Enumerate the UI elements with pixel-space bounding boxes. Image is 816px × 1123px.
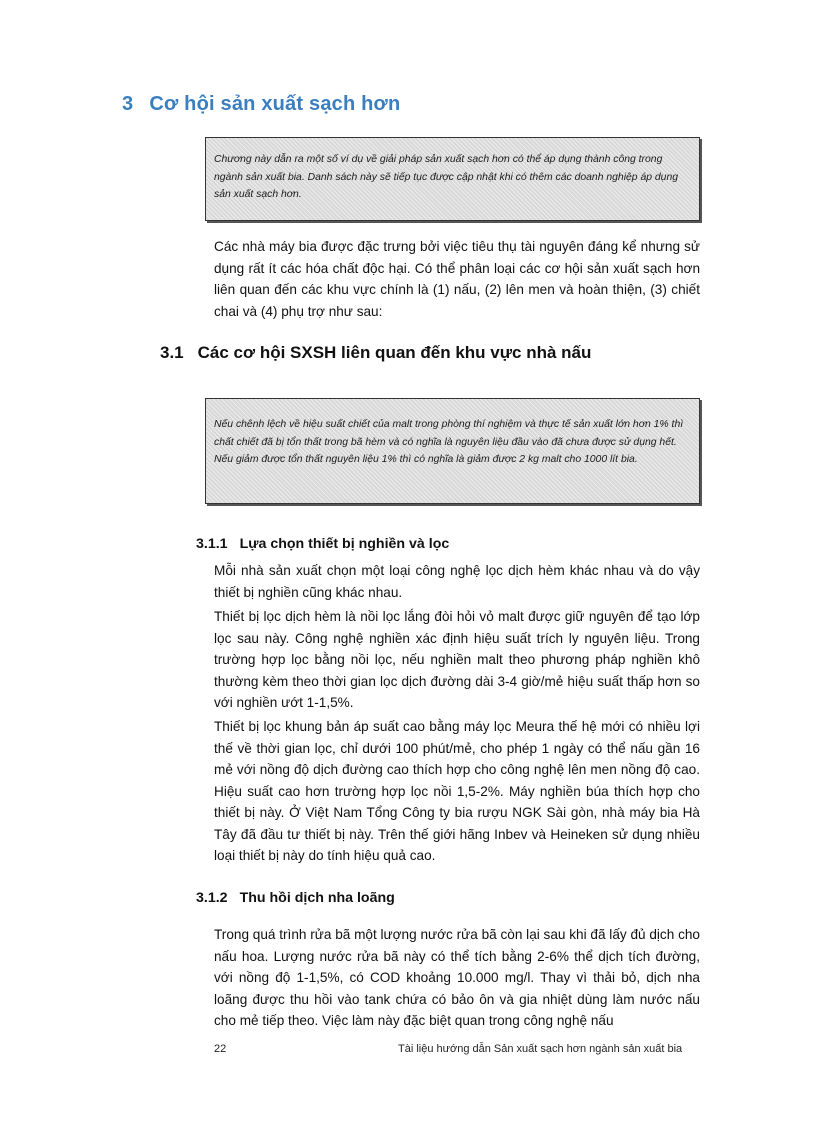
callout-text: Chương này dẫn ra một số ví dụ về giải pháp sản xuất sạch hơn có thể áp dụng thành công trong ngành sản xuất bia. Danh sách này sẽ tiếp tục được cập nhật khi có thêm các doanh nghiệp áp dụng sản xuất sạch hơn. [214, 154, 679, 200]
paragraph: Thiết bị lọc dịch hèm là nồi lọc lắng đòi hỏi vỏ malt được giữ nguyên để tạo lớp lọc sau này. Công nghệ nghiền xác định hiệu suất trích ly nguyên liệu. Trong trường hợp lọc bằng nồi lọc, nếu nghiền malt theo phương pháp nghiền khô thường kèm theo thời gian lọc dịch đường dài 3-4 giờ/mẻ hiệu suất thấp hơn so với nghiền ướt 1-1,5%. [214, 609, 700, 710]
paragraph: Mỗi nhà sản xuất chọn một loại công nghệ lọc dịch hèm khác nhau và do vậy thiết bị nghiền cũng khác nhau. [214, 563, 700, 600]
subsection-title-milling-filtering [196, 536, 449, 552]
page-number: 22 [214, 1043, 227, 1055]
callout-box-chapter-intro [205, 137, 700, 221]
footer-document-title: Tài liệu hướng dẫn Sản xuất sạch hơn ngành sản xuất bia [398, 1043, 683, 1055]
callout-box-extraction-loss [205, 398, 700, 504]
section-title [160, 343, 591, 363]
subsection-title-text: Thu hồi dịch nha loãng [239, 890, 395, 906]
chapter-title [122, 93, 400, 116]
section-number: 3.1 [160, 343, 184, 362]
paragraph: Trong quá trình rửa bã một lượng nước rửa bã còn lại sau khi đã lấy đủ dịch cho nấu hoa. Lượng nước rửa bã này có thể tích bằng 2-6% thể dịch tích đường, với nồng độ 1-1,5%, có COD khoảng 10.000 mg/l. Thay vì thải bỏ, dịch nha loãng được thu hồi vào tank chứa có bảo ôn và gia nhiệt dùng làm nước nấu cho mẻ tiếp theo. Việc làm này đặc biệt quan trong công nghệ nấu [214, 927, 700, 1028]
paragraph: Thiết bị lọc khung bản áp suất cao bằng máy lọc Meura thế hệ mới có nhiều lợi thế về thời gian lọc, chỉ dưới 100 phút/mẻ, cho phép 1 ngày có thể nấu gần 16 mẻ với nồng độ dịch đường cao thích hợp cho công nghệ lên men nồng độ cao. Hiệu suất cao hơn trường hợp lọc nồi 1,5-2%. Máy nghiền búa thích hợp cho thiết bị này. Ở Việt Nam Tổng Công ty bia rượu NGK Sài gòn, nhà máy bia Hà Tây đã đầu tư thiết bị này. Trên thế giới hãng Inbev và Heineken sử dụng nhiều loại thiết bị này do tính hiệu quả cao. [214, 719, 700, 863]
chapter-number: 3 [122, 93, 134, 115]
subsection-title-text: Lựa chọn thiết bị nghiền và lọc [239, 536, 450, 552]
intro-paragraph: Các nhà máy bia được đặc trưng bởi việc tiêu thụ tài nguyên đáng kể nhưng sử dụng rất ít các hóa chất độc hại. Có thể phân loại các cơ hội sản xuất sạch hơn liên quan đến các khu vực chính là (1) nấu, (2) lên men và hoàn thiện, (3) chiết chai và (4) phụ trợ như sau: [214, 239, 700, 319]
callout-text: Nếu chênh lệch về hiệu suất chiết của malt trong phòng thí nghiệm và thực tế sản xuất lớn hơn 1% thì chất chiết đã bị tổn thất trong bã hèm và có nghĩa là nguyên liệu đầu vào đã chưa được sử dụng hết. Nếu giảm được tổn thất nguyên liệu 1% thì có nghĩa là giảm được 2 kg malt cho 1000 lít bia. [214, 419, 684, 465]
subsection-number: 3.1.1 [196, 536, 228, 552]
section-title-text: Các cơ hội SXSH liên quan đến khu vực nhà nấu [197, 343, 592, 362]
chapter-title-text: Cơ hội sản xuất sạch hơn [149, 93, 401, 115]
subsection-number: 3.1.2 [196, 890, 228, 906]
subsection-title-weak-wort-recovery [196, 890, 395, 906]
